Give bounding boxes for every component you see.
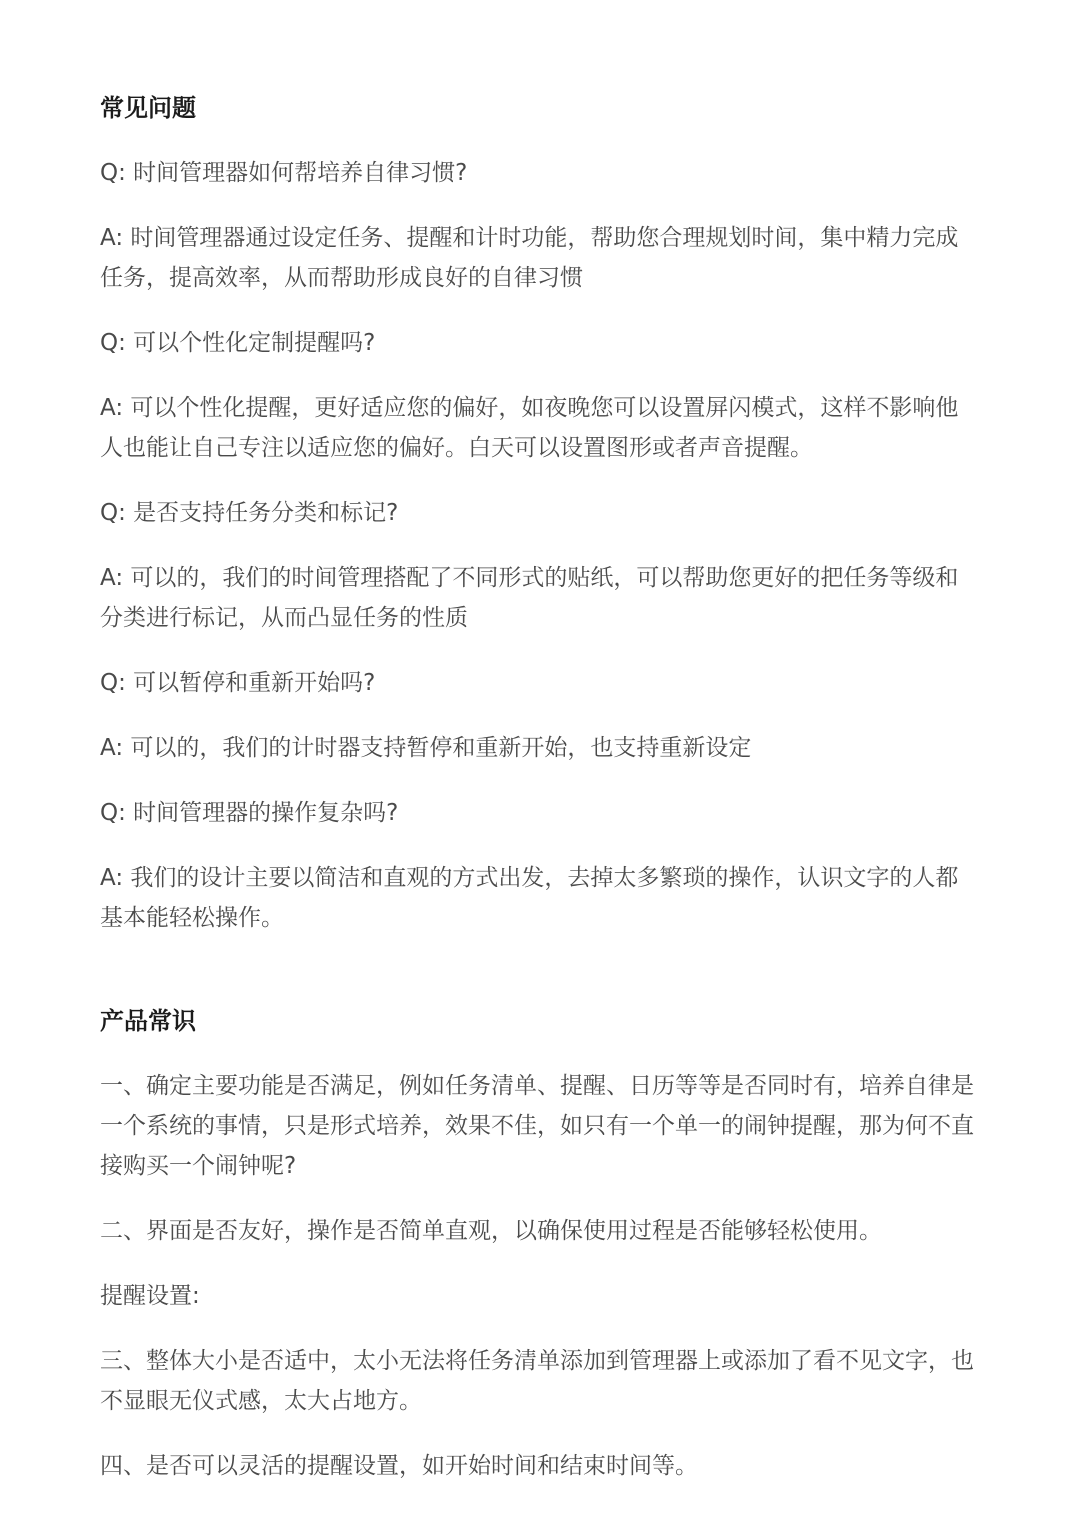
faq-question: Q: 时间管理器如何帮培养自律习惯? [100, 160, 468, 186]
faq-answer: A: 我们的设计主要以简洁和直观的方式出发，去掉太多繁琐的操作，认识文字的人都基本能轻松操作。 [100, 865, 959, 931]
faq-answer: A: 时间管理器通过设定任务、提醒和计时功能，帮助您合理规划时间，集中精力完成任务，提高效率，从而帮助形成良好的自律习惯 [100, 225, 959, 291]
product-knowledge-section [100, 1001, 980, 1486]
faq-answer: A: 可以的，我们的时间管理搭配了不同形式的贴纸，可以帮助您更好的把任务等级和分类进行标记，从而凸显任务的性质 [100, 565, 959, 631]
faq-question: Q: 时间管理器的操作复杂吗? [100, 800, 399, 826]
section-spacer [100, 938, 980, 1001]
faq-answer: A: 可以个性化提醒，更好适应您的偏好，如夜晚您可以设置屏闪模式，这样不影响他人也能让自己专注以适应您的偏好。白天可以设置图形或者声音提醒。 [100, 395, 959, 461]
faq-question: Q: 可以暂停和重新开始吗? [100, 670, 376, 696]
product-paragraph: 四、是否可以灵活的提醒设置，如开始时间和结束时间等。 [100, 1453, 698, 1479]
product-section-title: 产品常识 [100, 1007, 196, 1035]
product-paragraph: 一、确定主要功能是否满足，例如任务清单、提醒、日历等等是否同时有，培养自律是一个系统的事情，只是形式培养，效果不佳，如只有一个单一的闹钟提醒，那为何不直接购买一个闹钟呢? [100, 1073, 974, 1179]
faq-question: Q: 可以个性化定制提醒吗? [100, 330, 376, 356]
product-subheading: 提醒设置: [100, 1283, 200, 1309]
product-paragraph: 三、整体大小是否适中，太小无法将任务清单添加到管理器上或添加了看不见文字，也不显眼无仪式感，太大占地方。 [100, 1348, 974, 1414]
faq-answer: A: 可以的，我们的计时器支持暂停和重新开始，也支持重新设定 [100, 735, 752, 761]
faq-section [100, 88, 980, 938]
faq-section-title: 常见问题 [100, 94, 196, 122]
faq-question: Q: 是否支持任务分类和标记? [100, 500, 399, 526]
product-paragraph: 二、界面是否友好，操作是否简单直观，以确保使用过程是否能够轻松使用。 [100, 1218, 882, 1244]
